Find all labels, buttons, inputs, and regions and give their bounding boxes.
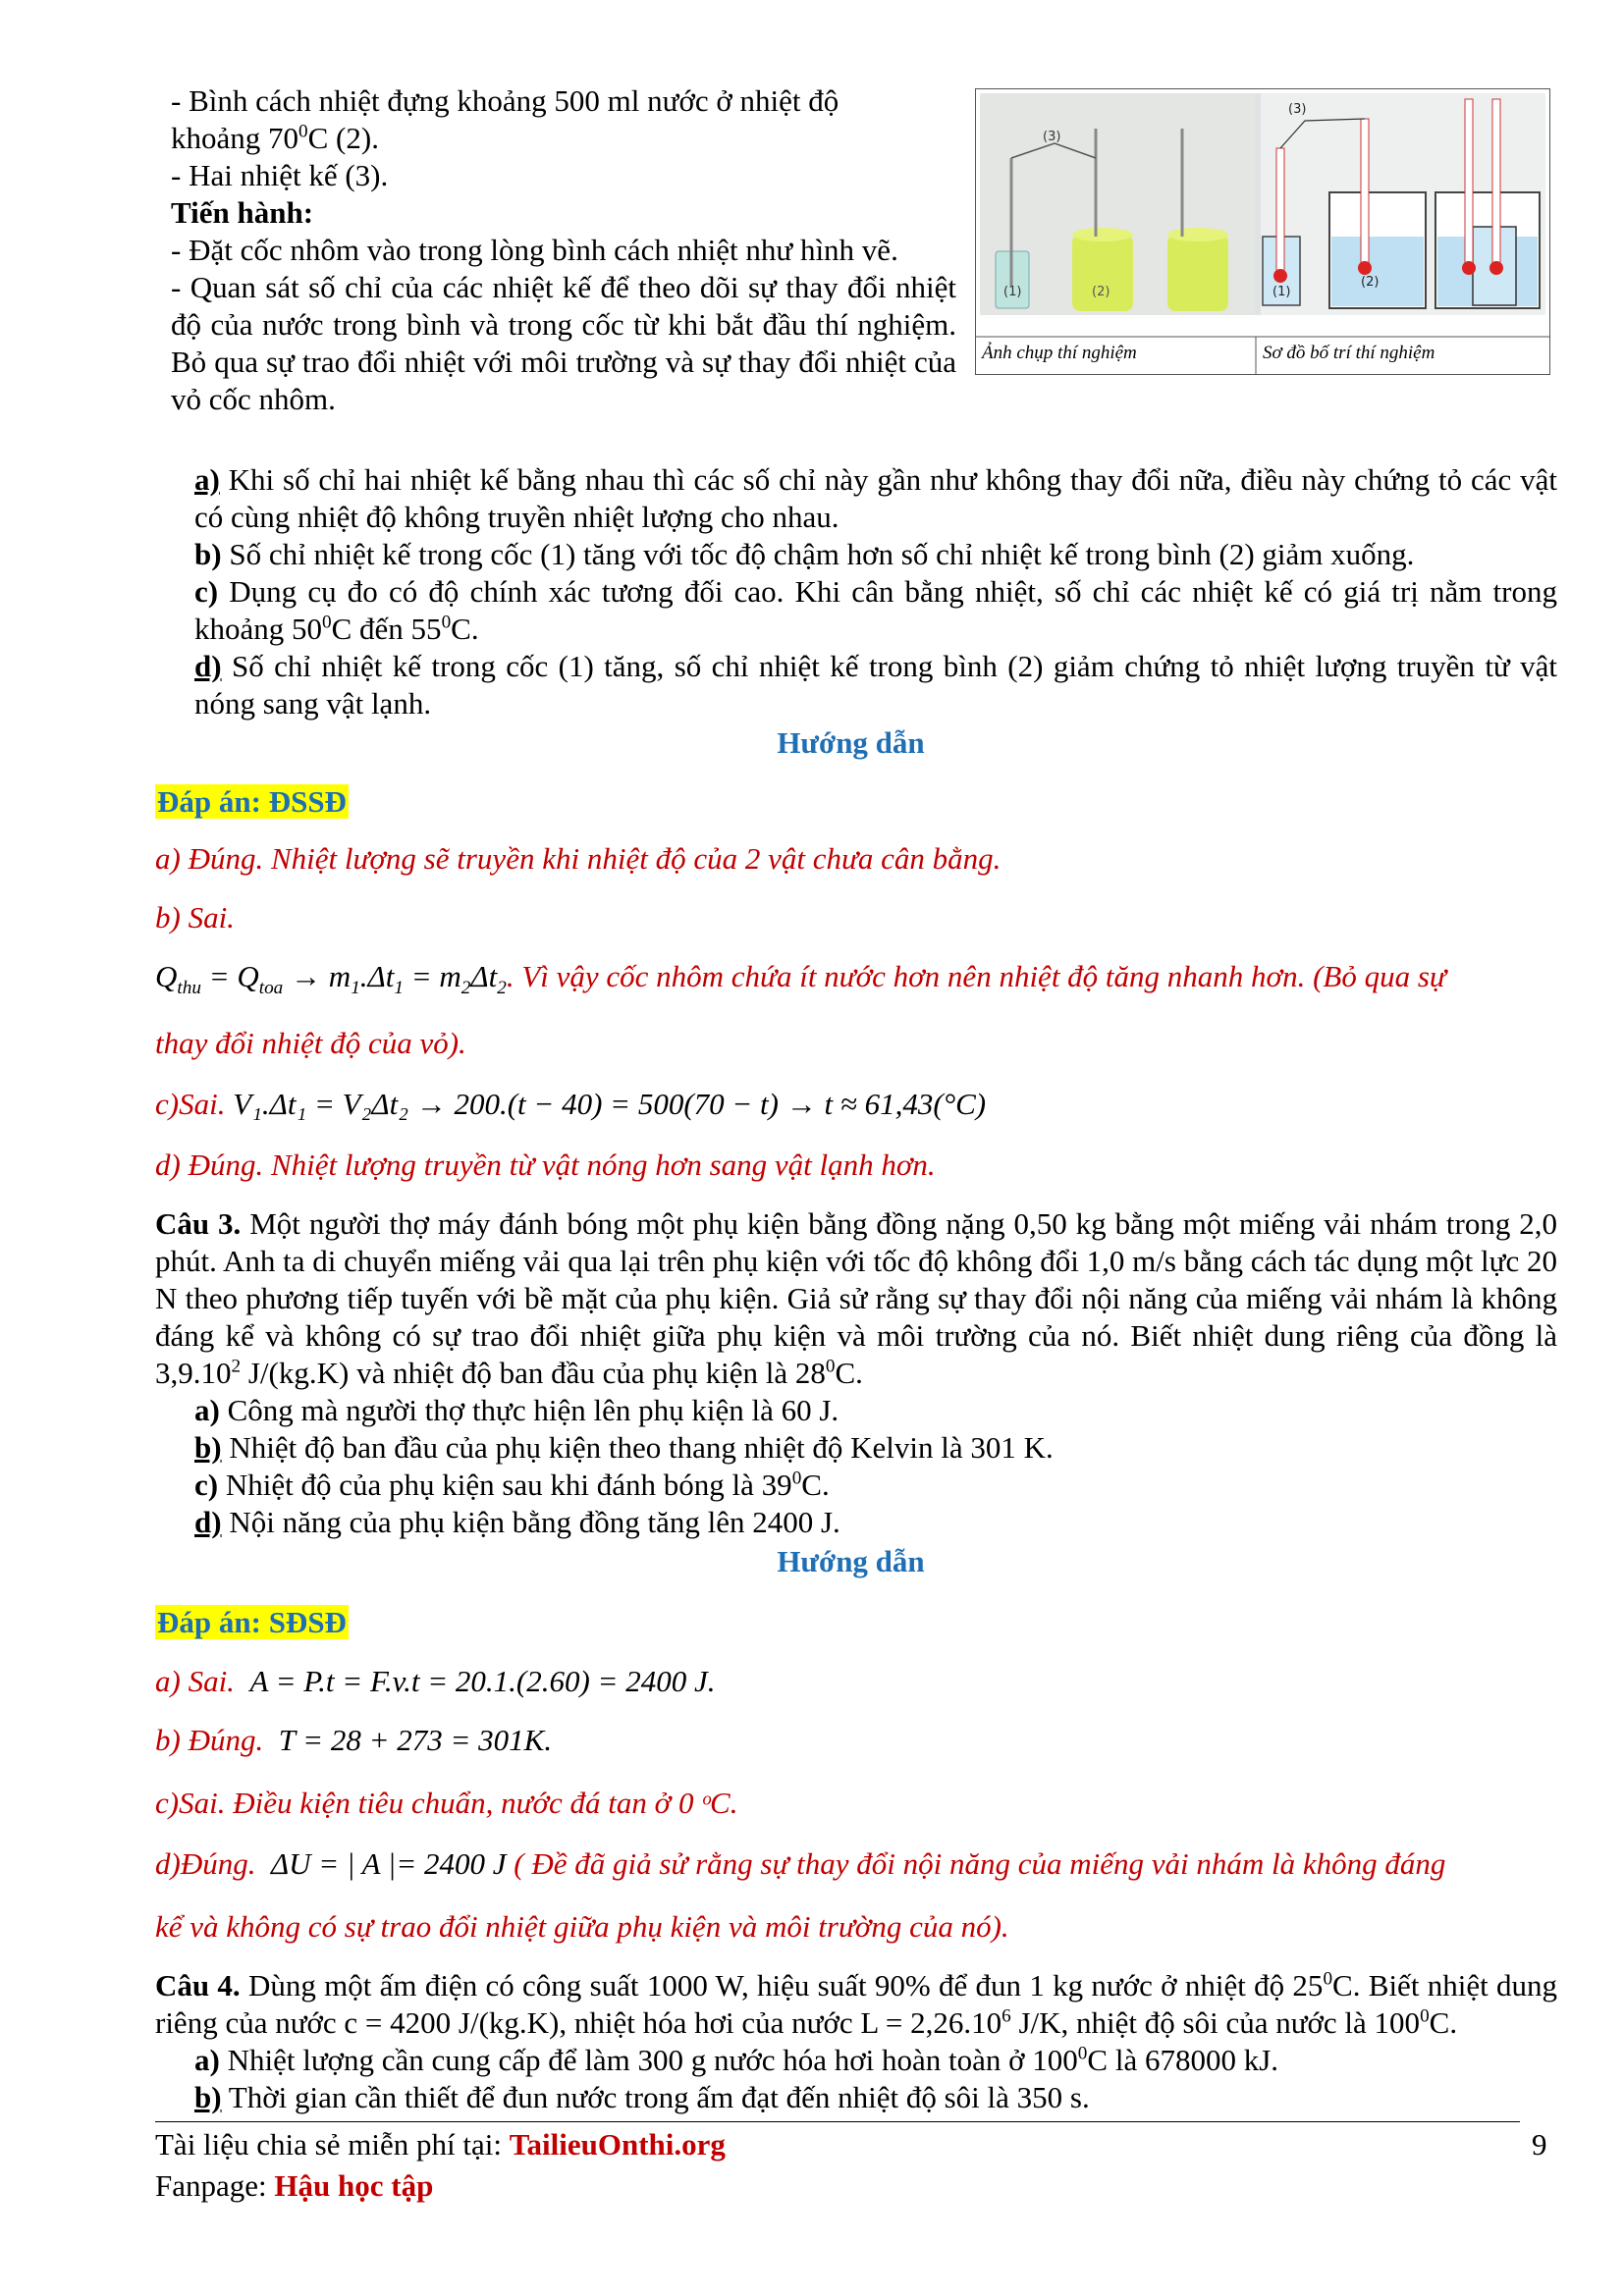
q3-solution-b: b) Đúng. T = 28 + 273 = 301K. [155, 1723, 553, 1757]
q2-statement-c: c) Dụng cụ đo có độ chính xác tương đối cao. Khi cân bằng nhiệt, số chỉ các nhiệt kế có giá trị nằm trong khoảng $50^0C$ đến $55^0C$. [194, 574, 1557, 646]
q2-statement-d: d) Số chỉ nhiệt kế trong cốc (1) tăng, số chỉ nhiệt kế trong bình (2) giảm chứng tỏ nhiệt lượng truyền từ vật nóng sang vật lạnh. [194, 649, 1557, 721]
q4-block [155, 1967, 1557, 2116]
q2-answer-key: Đáp án: ĐSSĐ [157, 784, 347, 819]
q2-solution-a: a) Đúng. Nhiệt lượng sẽ truyền khi nhiệt độ của 2 vật chưa cân bằng. [155, 841, 1001, 876]
q3-solution-c: c)Sai. Điều kiện tiêu chuẩn, nước đá tan ở 0 ᵒC. [155, 1786, 738, 1820]
q2-huong-dan: Hướng dẫn [777, 725, 925, 760]
q3-statement-d: d) Nội năng của phụ kiện bằng đồng tăng lên 2400 J. [194, 1505, 840, 1539]
label-1-diagram: (1) [1272, 285, 1291, 299]
label-2-diagram: (2) [1361, 275, 1380, 290]
footer-fanpage-link[interactable]: Hậu học tập [274, 2168, 434, 2203]
figure-caption-left: Ảnh chụp thí nghiệm [982, 343, 1137, 363]
label-1-photo: (1) [1003, 285, 1022, 299]
footer-site-link[interactable]: TailieuOnthi.org [509, 2127, 726, 2162]
figure-caption-right: Sơ đồ bố trí thí nghiệm [1263, 343, 1435, 363]
q2-solution-b: b) Sai. [155, 900, 235, 934]
tien-hanh-heading: Tiến hành: [171, 195, 314, 230]
step-2: - Quan sát số chỉ của các nhiệt kế để theo dõi sự thay đổi nhiệt độ của nước trong bình và trong cốc từ khi bắt đầu thí nghiệm. Bỏ qua sự trao đổi nhiệt với môi trường và sự thay đổi nhiệt của vỏ cốc nhôm. [171, 270, 956, 416]
q3-solution-a: a) Sai. A = P.t = F.v.t = 20.1.(2.60) = 2400 J. [155, 1664, 716, 1698]
q3-statement-a: a) Công mà người thợ thực hiện lên phụ kiện là 60 J. [194, 1393, 839, 1427]
q3-statement-c: c) Nhiệt độ của phụ kiện sau khi đánh bóng là $39^0C$. [194, 1468, 830, 1502]
q3-solution-d-2: kể và không có sự trao đổi nhiệt giữa phụ kiện và môi trường của nó). [155, 1909, 1009, 1944]
q2-statement-a: a) Khi số chỉ hai nhiệt kế bằng nhau thì các số chỉ này gần như không thay đổi nữa, điều này chứng tỏ các vật có cùng nhiệt độ không truyền nhiệt lượng cho nhau. [194, 462, 1557, 534]
q3-statement-b: b) Nhiệt độ ban đầu của phụ kiện theo thang nhiệt độ Kelvin là 301 K. [194, 1430, 1054, 1465]
label-2-photo: (2) [1092, 285, 1110, 299]
experiment-figure [975, 88, 1550, 375]
step-1: - Đặt cốc nhôm vào trong lòng bình cách nhiệt như hình vẽ. [171, 233, 898, 267]
q3-stem: Câu 3. Một người thợ máy đánh bóng một phụ kiện bằng đồng nặng 0,50 kg bằng một miếng vải nhám trong 2,0 phút. Anh ta di chuyển miếng vải qua lại trên phụ kiện với tốc độ không đổi 1,0 m/s bằng cách tác dụng một lực 20 N theo phương tiếp tuyến với bề mặt của phụ kiện. Giả sử rằng sự thay đổi nội năng của miếng vải nhám là không đáng kể và không có sự trao đổi nhiệt giữa phụ kiện và môi trường của nó. Biết nhiệt dung riêng của đồng là 3,9.10$^2$ J/(kg.K) và nhiệt độ ban đầu của phụ kiện là $28^0C$. [155, 1206, 1557, 1390]
q2-statements [155, 461, 1557, 722]
q2-solution-c: c)Sai. V₁.Δt₁ = V₂Δt₂ → 200.(t − 40) = 500(70 − t) → t ≈ 61,43(°C) [155, 1087, 987, 1121]
q3-huong-dan: Hướng dẫn [777, 1544, 925, 1578]
intro-line-1: - Bình cách nhiệt đựng khoảng 500 ml nước ở nhiệt độ [171, 83, 839, 118]
q4-statement-b: b) Thời gian cần thiết để đun nước trong ấm đạt đến nhiệt độ sôi là 350 s. [194, 2080, 1090, 2114]
q3-answer-key: Đáp án: SĐSĐ [157, 1605, 347, 1639]
q4-statement-a: a) Nhiệt lượng cần cung cấp để làm 300 g nước hóa hơi hoàn toàn ở $100^0C$ là 678000 kJ. [194, 2043, 1279, 2077]
footer-fanpage: Fanpage: Hậu học tập [155, 2168, 434, 2203]
q2-solution-d: d) Đúng. Nhiệt lượng truyền từ vật nóng hơn sang vật lạnh hơn. [155, 1148, 936, 1182]
q2-statement-b: b) Số chỉ nhiệt kế trong cốc (1) tăng với tốc độ chậm hơn số chỉ nhiệt kế trong bình (2) giảm xuống. [194, 537, 1415, 571]
q3-solution-d: d)Đúng. ΔU = | A |= 2400 J ( Đề đã giả sử rằng sự thay đổi nội năng của miếng vải nhám là không đáng [155, 1846, 1446, 1881]
footer-divider [155, 2121, 1520, 2122]
intro-line-2: khoảng $70^0C$ (2). [171, 121, 379, 155]
intro-block [171, 82, 956, 418]
q3-block [155, 1205, 1557, 1541]
q2-solution-b-eq: $Q_{thu} = Q_{toa} \to m_1.\Delta t_1 = m_2\Delta t_2$. Vì vậy cốc nhôm chứa ít nước hơn nên nhiệt độ tăng nhanh hơn. (Bỏ qua sự [155, 959, 1446, 999]
experiment-illustration [976, 89, 1549, 374]
footer-share: Tài liệu chia sẻ miễn phí tại: TailieuOnthi.org [155, 2127, 726, 2162]
page-number: 9 [1532, 2127, 1547, 2162]
label-3-diagram: (3) [1288, 102, 1307, 117]
intro-line-3: - Hai nhiệt kế (3). [171, 158, 389, 192]
label-3-photo: (3) [1043, 130, 1061, 144]
q4-stem: Câu 4. Dùng một ấm điện có công suất 1000 W, hiệu suất 90% để đun 1 kg nước ở nhiệt độ $25^0C$. Biết nhiệt dung riêng của nước c = 4200 J/(kg.K), nhiệt hóa hơi của nước $L = 2,26.10^6$ J/K, nhiệt độ sôi của nước là $100^0C$. [155, 1968, 1557, 2040]
q2-solution-b-2: thay đổi nhiệt độ của vỏ). [155, 1026, 466, 1060]
